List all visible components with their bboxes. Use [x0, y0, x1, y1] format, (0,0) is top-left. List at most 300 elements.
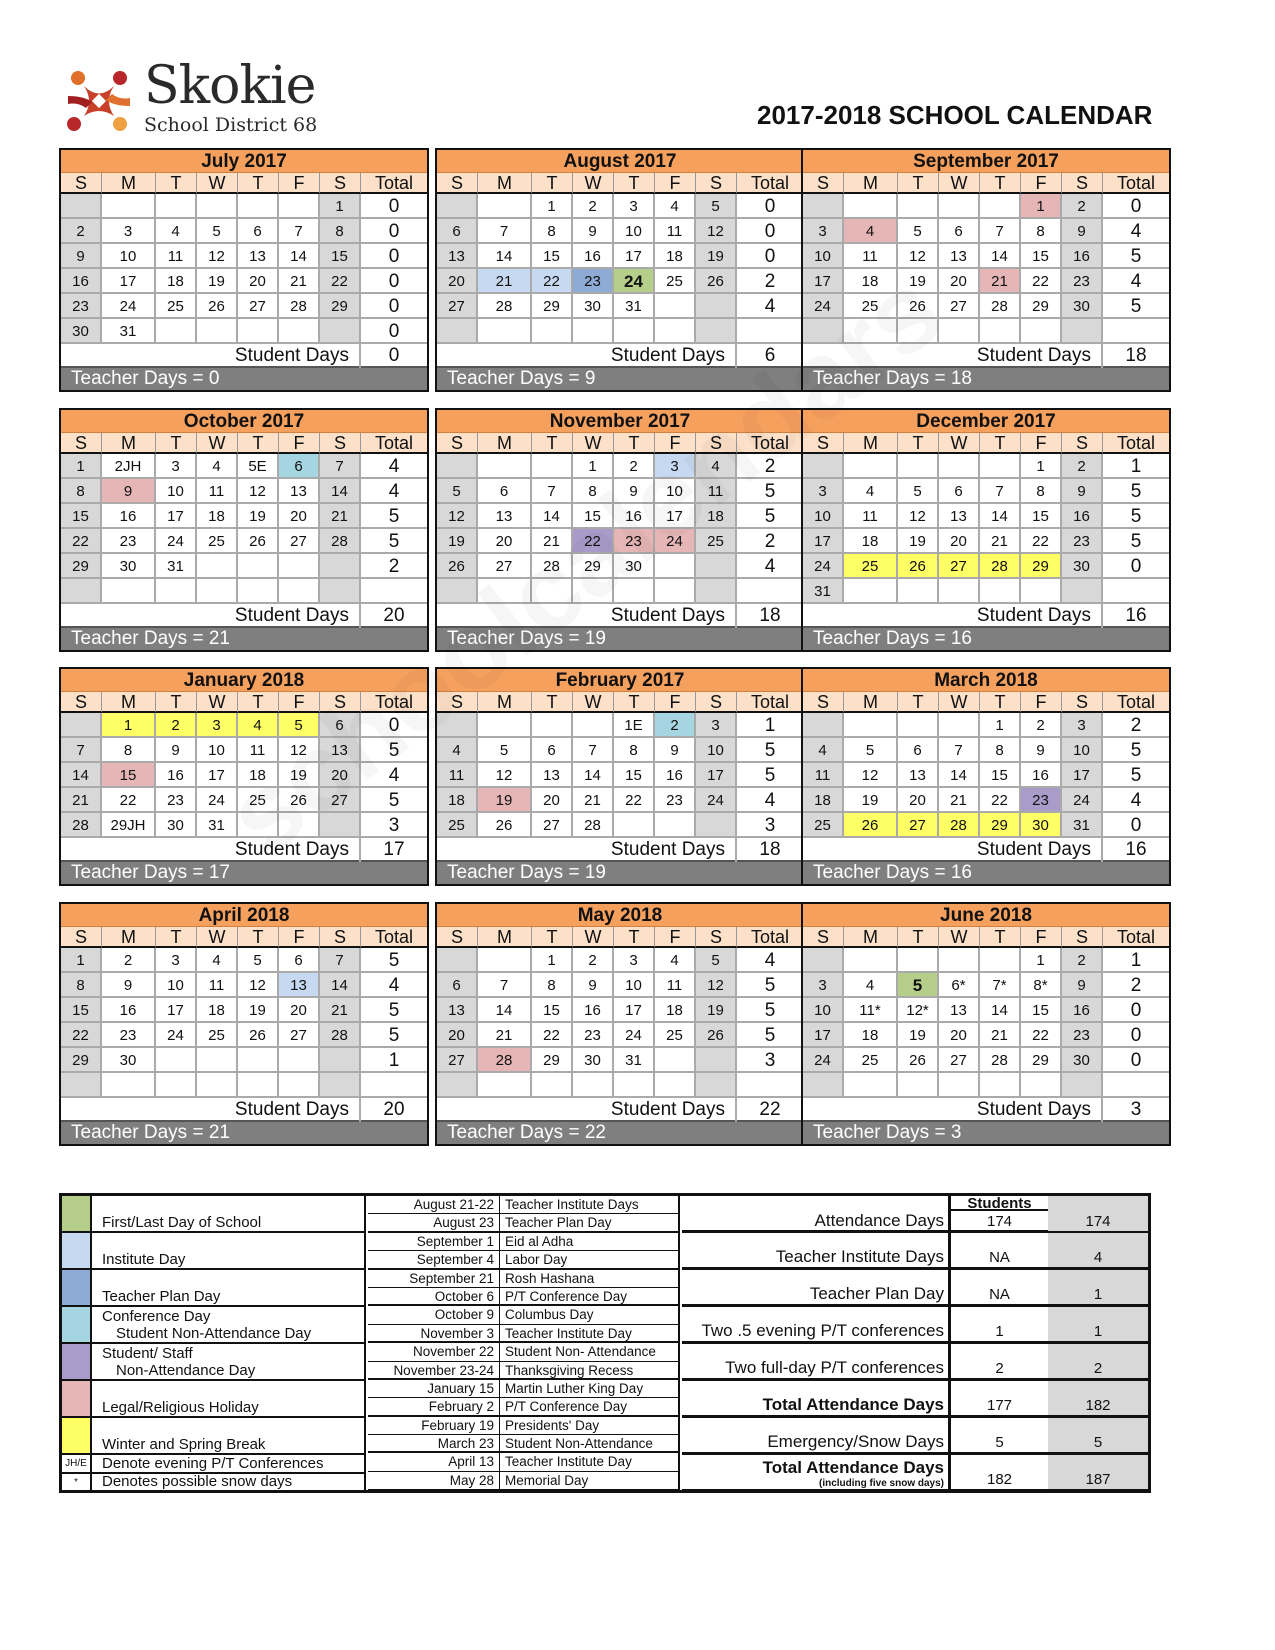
week-total: 4 [1103, 269, 1169, 294]
weekday-label: T [980, 433, 1021, 454]
day-cell: 12 [437, 504, 478, 529]
weekday-label: Total [737, 692, 803, 713]
month-title: August 2017 [437, 150, 803, 173]
day-cell: 26 [437, 554, 478, 579]
weekday-label: M [102, 692, 156, 713]
day-cell: 29 [1021, 554, 1062, 579]
key-date-event: Teacher Institute Day [505, 1325, 632, 1341]
day-cell: 24 [803, 1048, 844, 1073]
day-cell: 22 [1021, 1023, 1062, 1048]
week-total: 4 [361, 763, 427, 788]
day-cell: 28 [478, 294, 532, 319]
day-cell: 7 [61, 738, 102, 763]
summary-label: Teacher Institute Days [775, 1247, 944, 1266]
week-total: 1 [1103, 948, 1169, 973]
day-cell: 3 [156, 454, 197, 479]
day-cell: 27 [437, 294, 478, 319]
day-cell: 3 [156, 948, 197, 973]
day-cell: 2 [573, 948, 614, 973]
day-cell: 6 [320, 713, 361, 738]
weekday-label: M [478, 173, 532, 194]
month-september-2017 [801, 148, 1171, 392]
day-cell: 8 [320, 219, 361, 244]
weekday-label: W [197, 433, 238, 454]
day-cell: 5 [478, 738, 532, 763]
day-cell: 15 [1021, 244, 1062, 269]
summary-label: Two full-day P/T conferences [725, 1358, 944, 1377]
day-cell: 3 [803, 973, 844, 998]
day-cell: 24 [655, 529, 696, 554]
day-cell: 13 [437, 998, 478, 1023]
day-cell: 11 [655, 219, 696, 244]
key-date: April 13 [368, 1453, 500, 1471]
day-cell [197, 1073, 238, 1098]
teacher-days-bar: Teacher Days = 21 [61, 1122, 427, 1144]
day-cell: 7 [320, 454, 361, 479]
summary-row [682, 1381, 1148, 1418]
day-cell: 20 [320, 763, 361, 788]
legend-item [62, 1307, 366, 1344]
day-cell: 12 [238, 479, 279, 504]
day-cell: 3 [102, 219, 156, 244]
day-cell: 24 [1062, 788, 1103, 813]
month-april-2018 [59, 902, 429, 1146]
day-cell [437, 948, 478, 973]
day-cell: 22 [532, 269, 573, 294]
day-cell [614, 579, 655, 604]
day-cell: 31 [1062, 813, 1103, 838]
day-cell: 5 [197, 219, 238, 244]
summary-row [682, 1196, 1148, 1233]
weekday-label: T [532, 692, 573, 713]
day-cell [939, 713, 980, 738]
student-days-row [437, 838, 803, 862]
weekday-label: M [102, 927, 156, 948]
weekday-label: S [61, 173, 102, 194]
day-cell: 28 [478, 1048, 532, 1073]
weekday-label: W [939, 927, 980, 948]
legend-item [62, 1381, 366, 1418]
day-cell [696, 294, 737, 319]
day-cell: 21 [980, 1023, 1021, 1048]
day-cell: 19 [898, 269, 939, 294]
student-days-value: 0 [388, 345, 400, 366]
day-cell: 13 [238, 244, 279, 269]
summary-label: Two .5 evening P/T conferences [701, 1321, 944, 1340]
key-date: March 23 [368, 1435, 500, 1453]
weekday-label: T [614, 927, 655, 948]
day-cell: 13 [478, 504, 532, 529]
day-cell: 8 [102, 738, 156, 763]
day-cell: 12 [696, 219, 737, 244]
teacher-days-bar: Teacher Days = 0 [61, 368, 427, 390]
week-total: 2 [361, 554, 427, 579]
week-total: 5 [1103, 504, 1169, 529]
day-cell: 25 [238, 788, 279, 813]
day-cell: 11 [844, 504, 898, 529]
legend-item [62, 1270, 366, 1307]
student-days-row [61, 1098, 427, 1122]
day-cell [844, 713, 898, 738]
week-total: 4 [737, 294, 803, 319]
student-days-label: Student Days [437, 838, 737, 862]
day-cell: 28 [980, 294, 1021, 319]
day-cell: 27 [279, 1023, 320, 1048]
day-cell: 21 [532, 529, 573, 554]
day-cell: 21 [939, 788, 980, 813]
week-total: 4 [361, 479, 427, 504]
day-cell: 6 [437, 219, 478, 244]
student-days-label: Student Days [61, 1098, 361, 1122]
day-cell: 14 [61, 763, 102, 788]
summary-row [682, 1418, 1148, 1455]
key-date: September 1 [368, 1233, 500, 1251]
day-cell: 27 [532, 813, 573, 838]
day-cell [279, 1073, 320, 1098]
day-cell [980, 579, 1021, 604]
day-cell: 20 [279, 998, 320, 1023]
summary-teachers-value: 187 [1048, 1455, 1148, 1489]
student-days-label: Student Days [61, 838, 361, 862]
weekday-label: Total [361, 433, 427, 454]
key-date-row [368, 1306, 678, 1324]
day-cell: 5 [696, 194, 737, 219]
weekday-label: S [320, 433, 361, 454]
student-days-row [61, 838, 427, 862]
day-cell: 6 [478, 479, 532, 504]
day-cell: 4 [844, 973, 898, 998]
day-cell: 8* [1021, 973, 1062, 998]
student-days-row [437, 1098, 803, 1122]
day-cell: 19 [437, 529, 478, 554]
weekday-label: T [980, 927, 1021, 948]
summary-label: Total Attendance Days [762, 1395, 944, 1414]
day-cell: 29 [61, 554, 102, 579]
month-title: February 2017 [437, 669, 803, 692]
day-cell: 7 [980, 219, 1021, 244]
day-cell: 12 [898, 244, 939, 269]
day-cell: 30 [573, 294, 614, 319]
month-title: January 2018 [61, 669, 427, 692]
day-grid [437, 713, 803, 838]
day-cell [197, 319, 238, 344]
day-cell: 27 [939, 294, 980, 319]
day-cell: 24 [803, 554, 844, 579]
day-cell: 26 [197, 294, 238, 319]
day-cell: 13 [320, 738, 361, 763]
day-cell [939, 579, 980, 604]
day-cell: 2JH [102, 454, 156, 479]
key-date: November 22 [368, 1343, 500, 1361]
week-total: 5 [737, 504, 803, 529]
day-cell: 17 [803, 529, 844, 554]
day-cell [320, 319, 361, 344]
teacher-days-bar: Teacher Days = 16 [803, 628, 1169, 650]
key-date-row [368, 1214, 678, 1232]
day-cell: 1 [61, 454, 102, 479]
day-cell: 2 [102, 948, 156, 973]
week-total: 5 [737, 479, 803, 504]
legend-swatch [62, 1381, 92, 1416]
day-cell: 12 [844, 763, 898, 788]
page-title: 2017-2018 SCHOOL CALENDAR [757, 100, 1153, 130]
day-cell: 29 [1021, 1048, 1062, 1073]
day-cell: 1 [532, 948, 573, 973]
day-cell: 18 [437, 788, 478, 813]
day-cell [156, 579, 197, 604]
student-days-value: 3 [1130, 1099, 1142, 1120]
day-cell: 5 [238, 948, 279, 973]
day-cell: 18 [803, 788, 844, 813]
legend-item [62, 1233, 366, 1270]
day-cell: 30 [1062, 294, 1103, 319]
day-cell [614, 319, 655, 344]
day-cell [478, 454, 532, 479]
day-cell: 3 [696, 713, 737, 738]
week-total: 2 [737, 529, 803, 554]
day-cell: 9 [573, 973, 614, 998]
day-grid [437, 194, 803, 344]
day-cell [478, 713, 532, 738]
day-cell: 18 [655, 244, 696, 269]
day-cell: 6 [437, 973, 478, 998]
teacher-days-bar: Teacher Days = 16 [803, 862, 1169, 884]
day-cell [803, 319, 844, 344]
week-total: 0 [361, 294, 427, 319]
day-cell: 25 [696, 529, 737, 554]
key-date-row [368, 1380, 678, 1398]
day-cell: 23 [1062, 529, 1103, 554]
day-cell: 17 [1062, 763, 1103, 788]
week-total [737, 319, 803, 344]
student-days-value: 18 [759, 605, 781, 626]
day-cell [156, 1048, 197, 1073]
day-cell: 26 [238, 529, 279, 554]
day-cell: 10 [803, 998, 844, 1023]
day-cell: 4 [156, 219, 197, 244]
legend-key [62, 1196, 366, 1490]
day-cell [437, 1073, 478, 1098]
day-cell: 12 [197, 244, 238, 269]
legend-symbol: * [62, 1474, 92, 1490]
weekday-label: F [279, 433, 320, 454]
day-grid [437, 948, 803, 1098]
key-date-event: Teacher Institute Days [505, 1197, 639, 1212]
legend-swatch [62, 1233, 92, 1268]
weekday-label: T [156, 692, 197, 713]
day-cell: 27 [939, 1048, 980, 1073]
day-cell [655, 319, 696, 344]
day-cell [898, 948, 939, 973]
weekday-label: S [696, 433, 737, 454]
legend-label: Conference Day Student Non-Attendance Day [102, 1308, 312, 1342]
summary-teachers-value: 182 [1048, 1381, 1148, 1415]
weekday-label: S [437, 927, 478, 948]
day-cell: 15 [61, 504, 102, 529]
summary-row [682, 1344, 1148, 1381]
day-cell: 31 [614, 1048, 655, 1073]
month-title: December 2017 [803, 410, 1169, 433]
day-cell: 25 [437, 813, 478, 838]
day-cell: 17 [803, 1023, 844, 1048]
student-days-row [437, 344, 803, 368]
day-cell: 29 [532, 1048, 573, 1073]
summary-students-value: 174 [948, 1196, 1048, 1231]
day-cell: 28 [980, 1048, 1021, 1073]
day-cell [655, 579, 696, 604]
day-cell: 7 [279, 219, 320, 244]
day-cell: 6 [279, 948, 320, 973]
day-cell: 7 [478, 973, 532, 998]
day-cell: 10 [803, 504, 844, 529]
day-cell: 14 [532, 504, 573, 529]
day-cell: 6 [939, 479, 980, 504]
day-cell: 15 [1021, 998, 1062, 1023]
key-date-event: Columbus Day [505, 1307, 594, 1323]
key-date: October 6 [368, 1288, 500, 1306]
student-days-value: 16 [1125, 605, 1147, 626]
legend-symbol-item [62, 1474, 366, 1492]
day-cell: 30 [1062, 1048, 1103, 1073]
student-days-row [803, 838, 1169, 862]
key-date-event: Memorial Day [505, 1472, 589, 1488]
day-cell [573, 1073, 614, 1098]
day-cell: 18 [156, 269, 197, 294]
week-total: 0 [1103, 998, 1169, 1023]
week-total: 5 [737, 973, 803, 998]
day-cell: 23 [102, 529, 156, 554]
day-cell: 22 [61, 1023, 102, 1048]
day-cell: 9 [1062, 479, 1103, 504]
day-cell: 24 [614, 1023, 655, 1048]
day-cell: 6 [898, 738, 939, 763]
day-cell: 14 [980, 998, 1021, 1023]
day-cell: 21 [478, 1023, 532, 1048]
day-cell: 17 [655, 504, 696, 529]
day-cell: 9 [655, 738, 696, 763]
day-cell [238, 1048, 279, 1073]
day-cell: 18 [844, 1023, 898, 1048]
day-cell: 28 [532, 554, 573, 579]
day-cell [156, 1073, 197, 1098]
logo-subtitle: School District 68 [144, 114, 318, 136]
key-date-event: Teacher Plan Day [505, 1215, 612, 1231]
day-cell: 22 [614, 788, 655, 813]
day-cell: 15 [102, 763, 156, 788]
key-date-event: Teacher Institute Day [505, 1454, 632, 1470]
weekday-header [803, 927, 1169, 948]
day-cell: 20 [939, 1023, 980, 1048]
weekday-label: M [102, 173, 156, 194]
key-date-event: Labor Day [505, 1252, 568, 1268]
student-days-row [437, 604, 803, 628]
day-cell [980, 194, 1021, 219]
day-cell: 1 [1021, 948, 1062, 973]
summary-students-value: 177 [948, 1381, 1048, 1415]
week-total: 4 [1103, 788, 1169, 813]
weekday-label: F [655, 927, 696, 948]
day-cell: 16 [102, 504, 156, 529]
day-cell [803, 1073, 844, 1098]
weekday-label: W [939, 692, 980, 713]
day-cell: 12 [279, 738, 320, 763]
day-cell: 3 [614, 948, 655, 973]
day-cell [898, 713, 939, 738]
day-cell [197, 579, 238, 604]
weekday-label: T [238, 692, 279, 713]
key-date-event: Presidents' Day [505, 1417, 600, 1433]
weekday-label: T [532, 927, 573, 948]
day-cell: 4 [655, 194, 696, 219]
week-total: 5 [1103, 738, 1169, 763]
weekday-label: F [1021, 433, 1062, 454]
day-cell: 28 [980, 554, 1021, 579]
day-cell: 4 [238, 713, 279, 738]
key-date-row [368, 1435, 678, 1453]
day-cell: 28 [61, 813, 102, 838]
key-date: May 28 [368, 1472, 500, 1490]
day-cell: 10 [696, 738, 737, 763]
day-cell: 3 [197, 713, 238, 738]
day-cell: 5E [238, 454, 279, 479]
student-days-label: Student Days [437, 344, 737, 368]
day-cell [279, 1048, 320, 1073]
day-cell: 18 [197, 504, 238, 529]
day-cell: 20 [898, 788, 939, 813]
student-days-row [803, 344, 1169, 368]
day-cell [61, 194, 102, 219]
day-cell: 30 [61, 319, 102, 344]
weekday-label: T [238, 173, 279, 194]
day-cell: 26 [279, 788, 320, 813]
day-cell: 25 [803, 813, 844, 838]
day-cell: 5 [437, 479, 478, 504]
month-july-2017 [59, 148, 429, 392]
day-cell: 14 [980, 244, 1021, 269]
day-cell: 13 [437, 244, 478, 269]
month-title: July 2017 [61, 150, 427, 173]
day-cell: 16 [1062, 998, 1103, 1023]
weekday-label: F [1021, 173, 1062, 194]
summary-teachers-value: 1 [1048, 1307, 1148, 1341]
day-cell [279, 813, 320, 838]
day-cell: 10 [1062, 738, 1103, 763]
day-cell: 9 [573, 219, 614, 244]
day-cell [102, 194, 156, 219]
student-days-value: 22 [759, 1099, 781, 1120]
day-cell: 4 [696, 454, 737, 479]
day-cell: 30 [156, 813, 197, 838]
day-cell: 11 [197, 479, 238, 504]
student-days-value: 17 [383, 839, 405, 860]
day-cell: 8 [573, 479, 614, 504]
teacher-days-bar: Teacher Days = 22 [437, 1122, 803, 1144]
day-cell: 11 [696, 479, 737, 504]
day-cell: 20 [939, 269, 980, 294]
weekday-label: F [655, 173, 696, 194]
day-cell [696, 1048, 737, 1073]
legend-label: Institute Day [102, 1251, 186, 1268]
weekday-label: S [696, 173, 737, 194]
day-cell: 14 [320, 973, 361, 998]
day-cell [655, 813, 696, 838]
day-cell: 2 [614, 454, 655, 479]
summary-label: Emergency/Snow Days [767, 1432, 944, 1451]
day-cell [156, 194, 197, 219]
day-cell: 3 [655, 454, 696, 479]
day-cell: 26 [478, 813, 532, 838]
day-cell [238, 319, 279, 344]
